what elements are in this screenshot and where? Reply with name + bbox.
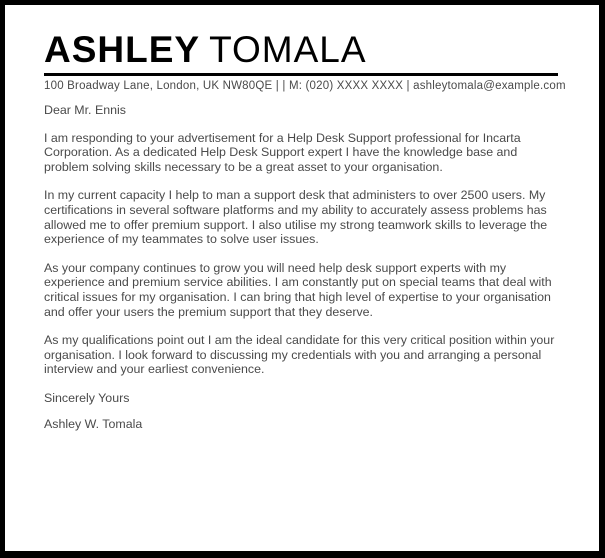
- paragraph-call-to-action: As my qualifications point out I am the ideal candidate for this very critical position within your organisation. I look forward to discussing my credentials with you and arranging a personal interview and your earliest convenience.: [44, 333, 555, 377]
- greeting: Dear Mr. Ennis: [44, 103, 126, 117]
- letterhead-last-name: TOMALA: [209, 29, 367, 70]
- letterhead-divider: [44, 73, 558, 76]
- contact-info: 100 Broadway Lane, London, UK NW80QE | | M: (020) XXXX XXXX | ashleytomala@example.com: [44, 80, 566, 92]
- closing-salutation: Sincerely Yours: [44, 390, 130, 405]
- signature-name: Ashley W. Tomala: [44, 416, 143, 431]
- paragraph-value: As your company continues to grow you will need help desk support experts with my experience and premium service abilities. I am constantly put on special teams that deal with critical issues for my organisation. I can bring that high level of expertise to your organisation and offer your users the premium support that they deserve.: [44, 260, 552, 319]
- letter-page: [5, 5, 599, 551]
- paragraph-intro: I am responding to your advertisement for a Help Desk Support professional for Incarta Corporation. As a dedicated Help Desk Support expert I have the knowledge base and problem solving skills necessary to be a great asset to your organisation.: [44, 130, 521, 174]
- paragraph-experience: In my current capacity I help to man a support desk that administers to over 2500 users. My certifications in several software platforms and my ability to accurately assess problems has allowed me to offer premium support. I also utilise my strong teamwork skills to leverage the experience of my teammates to solve user issues.: [44, 188, 548, 247]
- letterhead-first-name: ASHLEY: [44, 29, 201, 70]
- letterhead-name: [44, 31, 558, 68]
